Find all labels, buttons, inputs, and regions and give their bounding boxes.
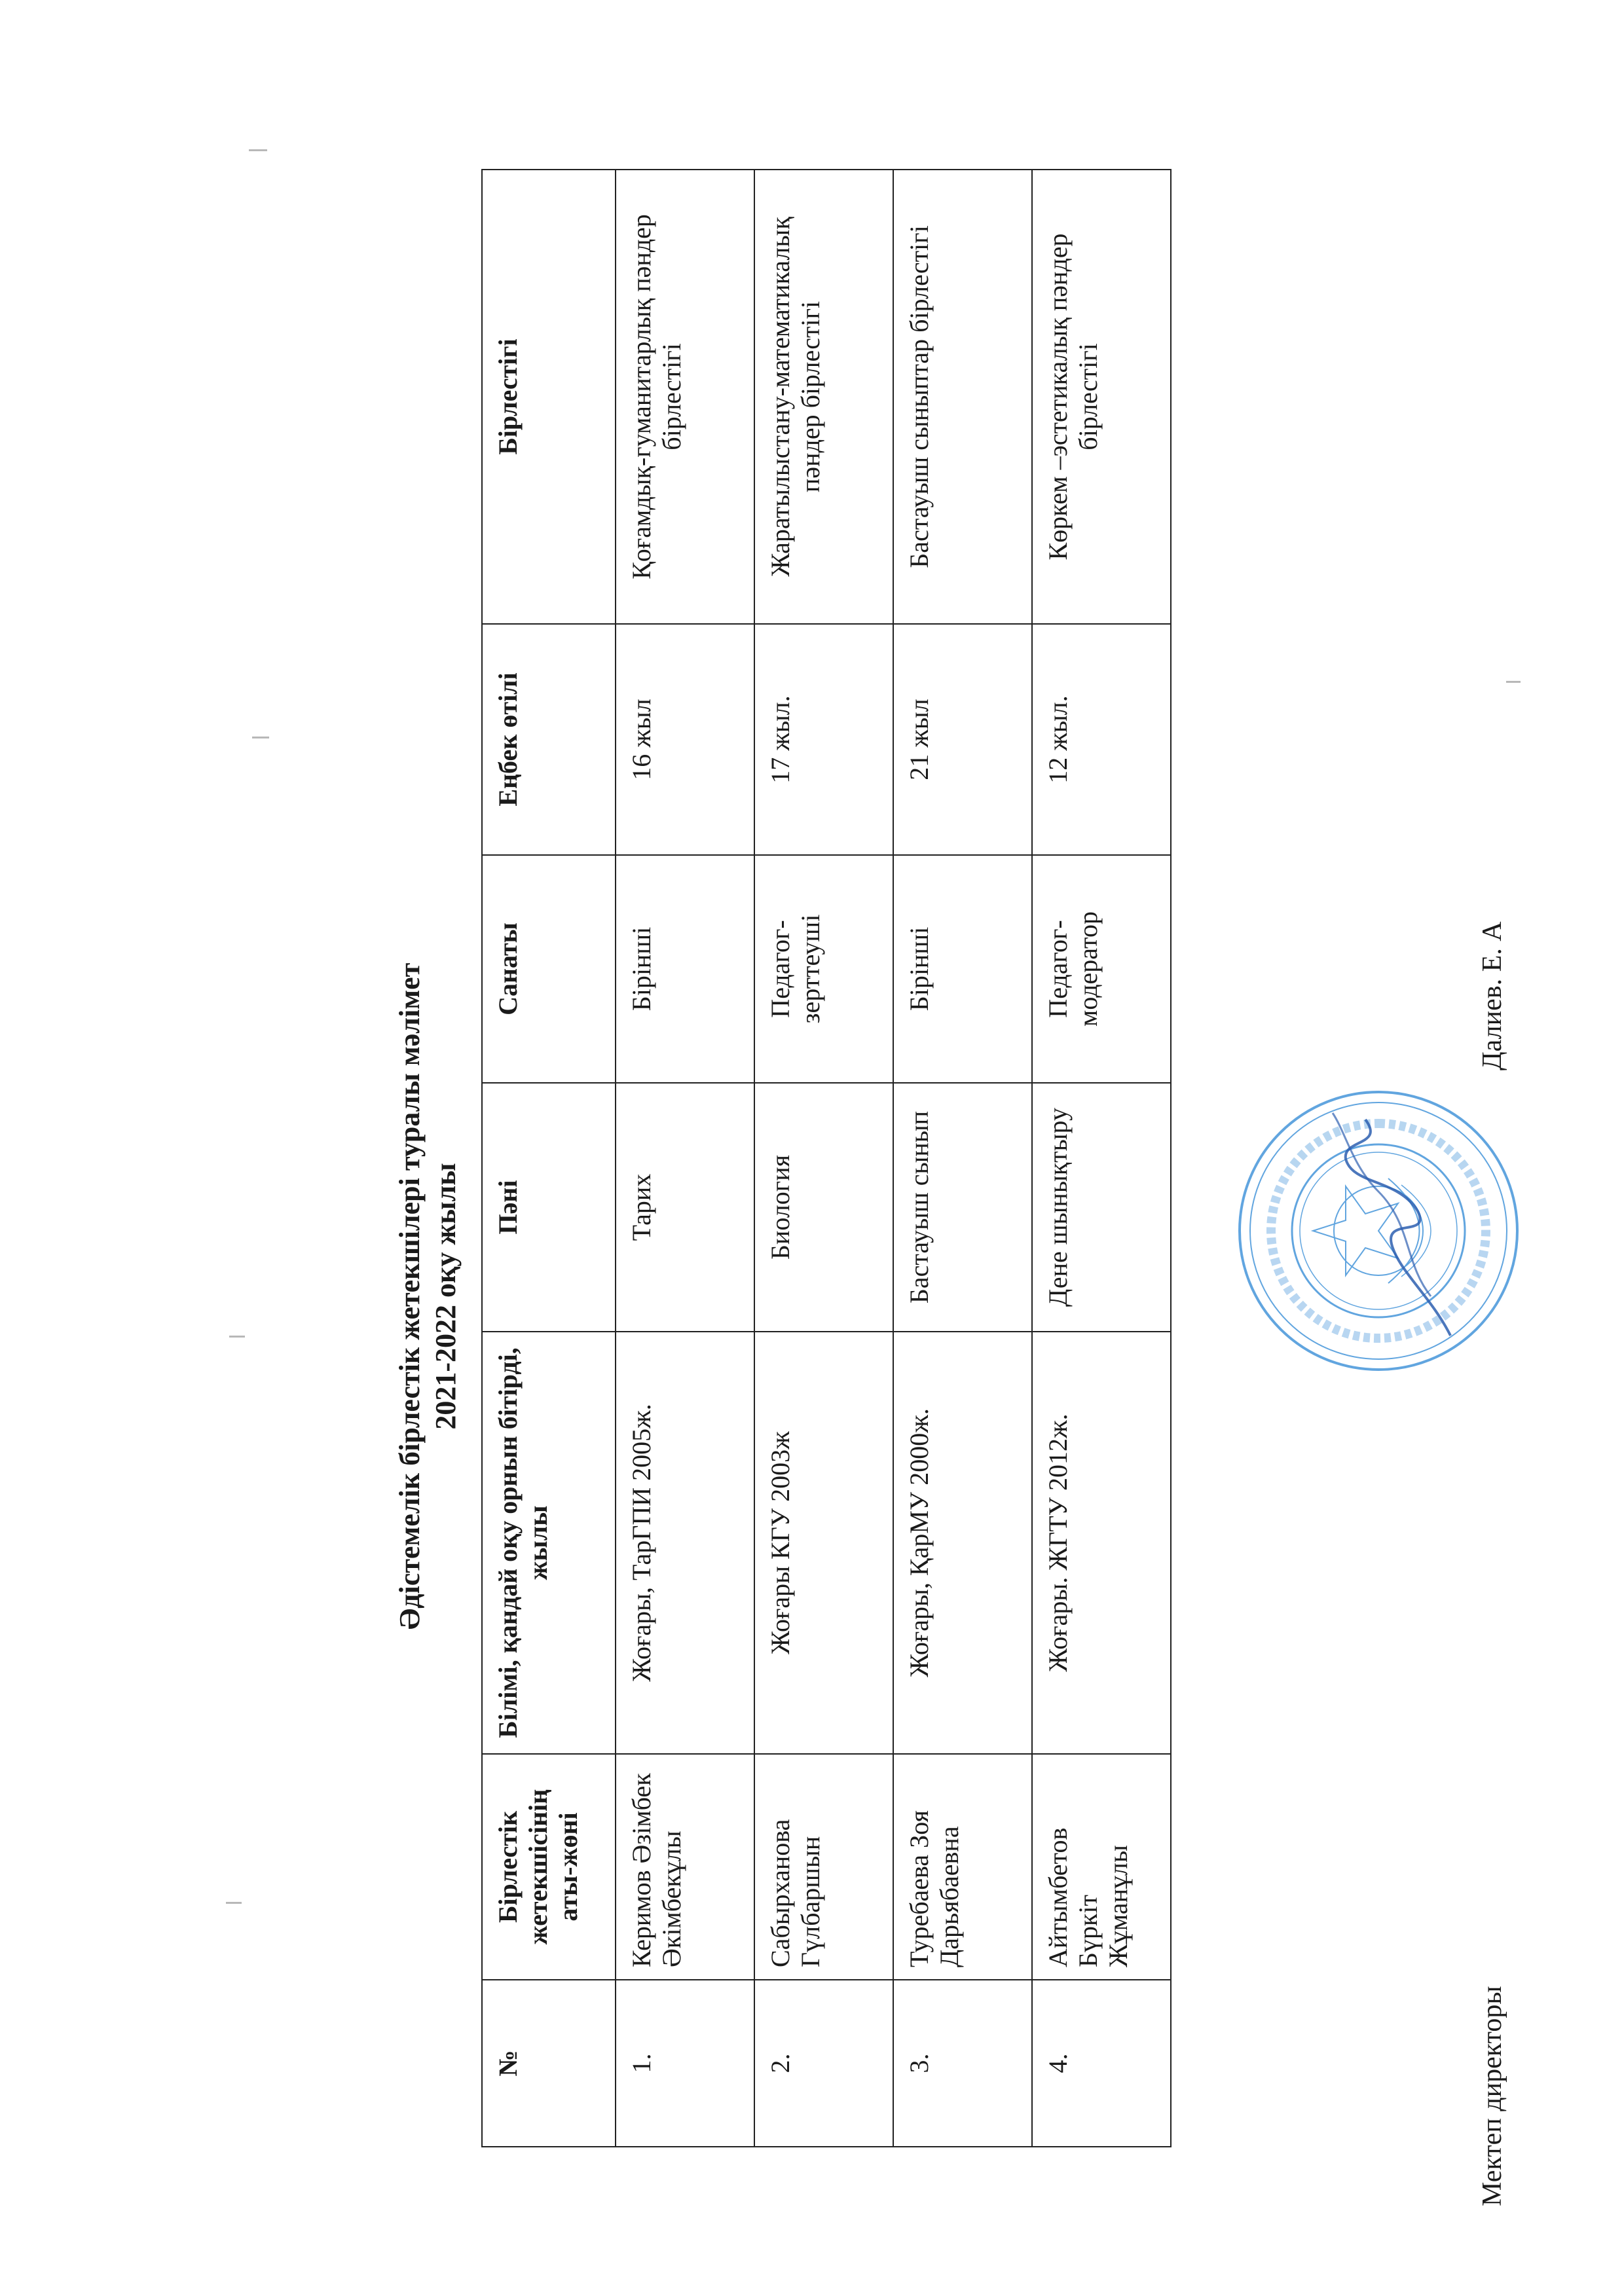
document-title: Әдістемелік бірлестік жетекшілері туралы мәлімет — [394, 962, 426, 1630]
cell-association: Көркем –эстетикалық пәндер бірлестігі — [1032, 170, 1171, 624]
official-seal-icon — [1234, 1087, 1522, 1375]
director-name: Далиев. Е. А — [1477, 921, 1507, 1070]
cell-experience: 21 жыл — [893, 624, 1032, 855]
scan-speck — [226, 1902, 242, 1904]
cell-name: Сабырханова Гүлбаршын — [754, 1754, 893, 1980]
cell-name: Айтымбетов Бүркіт Жұманұлы — [1032, 1754, 1171, 1980]
header-experience: Еңбек өтілі — [482, 624, 616, 855]
cell-number: 2. — [754, 1980, 893, 2147]
cell-education: Жоғары КГУ 2003ж — [754, 1332, 893, 1754]
cell-number: 4. — [1032, 1980, 1171, 2147]
cell-name: Керимов Әзімбек Әкімбекұлы — [616, 1754, 754, 1980]
table-row — [754, 170, 893, 2147]
cell-category: Педагог-зерттеуші — [754, 855, 893, 1083]
cell-subject: Биология — [754, 1083, 893, 1332]
table-header-row — [482, 170, 616, 2147]
scan-speck — [249, 149, 267, 151]
rotated-document — [324, 118, 1562, 2246]
cell-category: Педагог-модератор — [1032, 855, 1171, 1083]
cell-association: Жаратылыстану-математикалық пәндер бірлестігі — [754, 170, 893, 624]
cell-number: 3. — [893, 1980, 1032, 2147]
scan-speck — [252, 737, 269, 738]
header-name: Бірлестік жетекшісінің аты-жөні — [482, 1754, 616, 1980]
leaders-table — [481, 169, 1172, 2147]
table-row — [1032, 170, 1171, 2147]
cell-education: Жоғары. ЖГТУ 2012ж. — [1032, 1332, 1171, 1754]
table-row — [616, 170, 754, 2147]
header-education: Білімі, қандай оқу орнын бітірді, жылы — [482, 1332, 616, 1754]
cell-number: 1. — [616, 1980, 754, 2147]
cell-education: Жоғары, ТарГПИ 2005ж. — [616, 1332, 754, 1754]
cell-experience: 16 жыл — [616, 624, 754, 855]
document-subtitle: 2021-2022 оқу жылы — [430, 1163, 462, 1430]
cell-subject: Бастауыш сынып — [893, 1083, 1032, 1332]
cell-experience: 12 жыл. — [1032, 624, 1171, 855]
header-category: Санаты — [482, 855, 616, 1083]
header-association: Бірлестігі — [482, 170, 616, 624]
cell-association: Қоғамдық-гуманитарлық пәндер бірлестігі — [616, 170, 754, 624]
table-row — [893, 170, 1032, 2147]
cell-subject: Дене шынықтыру — [1032, 1083, 1171, 1332]
cell-education: Жоғары, ҚарМУ 2000ж. — [893, 1332, 1032, 1754]
cell-category: Бірінші — [893, 855, 1032, 1083]
header-subject: Пәні — [482, 1083, 616, 1332]
scan-speck — [229, 1336, 245, 1338]
director-position: Мектеп директоры — [1477, 1986, 1507, 2206]
cell-subject: Тарих — [616, 1083, 754, 1332]
header-number: № — [482, 1980, 616, 2147]
cell-association: Бастауыш сыныптар бірлестігі — [893, 170, 1032, 624]
cell-experience: 17 жыл. — [754, 624, 893, 855]
cell-category: Бірінші — [616, 855, 754, 1083]
cell-name: Туребаева Зоя Дарьябаевна — [893, 1754, 1032, 1980]
